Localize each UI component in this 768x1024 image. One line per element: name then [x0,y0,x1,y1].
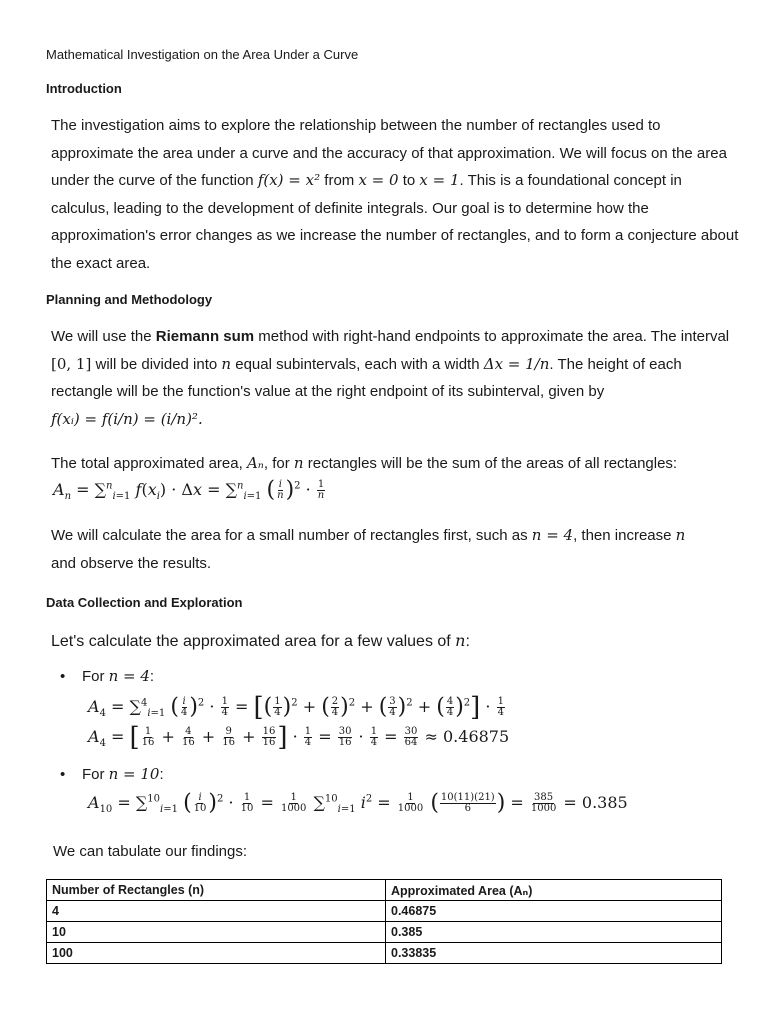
n4-formula-line-2: $A_4$ = [ $\frac{1}{16}$ + $\frac{4}{16}$ + $\frac{9}{16}$ + $\frac{16}{16}$ ] · $\frac{1}{4}$ = $\frac{30}{16}$ · $\frac{1}{4}$ = $\frac{30}{64}$ ≈ 0.46875 [88,722,510,753]
n4-result: ≈ 0.46875 [424,727,510,746]
table-row [47,901,722,922]
n4-formula-line-1: $A_4 = \sum^4_{i=1}$ ( $\frac{i}{4}$ )$^2$ · $\frac{1}{4}$ = [( $\frac{1}{4}$ )$^2$ + ( $\frac{2}{4}$ )$^2$ + ( $\frac{3}{4}$ )$^2$ + ( $\frac{4}{4}$ )$^2$] · $\frac{1}{4}$ [88,692,504,723]
heading-planning: Planning and Methodology [46,292,213,307]
tabulate-text: We can tabulate our findings: [53,843,248,860]
header-number-of-rectangles: Number of Rectangles (n) [47,880,386,901]
table-cell: 0.46875 [386,901,722,922]
heading-introduction: Introduction [46,81,122,96]
height-formula: f(xᵢ) = f(i/n) = (i/n)². [51,409,203,428]
n10-formula: $A_{10} = \sum^{10}_{i=1}$ ( $\frac{i}{10}$ )$^2$ · $\frac{1}{10}$ = $\frac{1}{1000}$ ∑$^{10}_{i=1}$ $i^2$ = $\frac{1}{1000}$ ( $\frac{10(11)(21)}{6}$ ) = $\frac{385}{1000}$ = 0.385 [88,790,628,816]
bullet-marker: • [60,766,66,783]
riemann-sum-formula: $A_n = \sum^n_{i=1}$ $f(x_i) \cdot \Delta x = \sum^n_{i=1}$ ( $\frac{i}{n}$ )$^2$ · $\frac{1}{n}$ [53,477,325,503]
planning-paragraph-2: The total approximated area, Aₙ, for n rectangles will be the sum of the areas of all rectangles: [51,454,678,472]
riemann-sum-term: Riemann sum [155,328,255,345]
table-row [47,922,722,943]
planning-paragraph-1: We will use the Riemann sum method with right-hand endpoints to approximate the area. The interval [0, 1] will be divided into n equal subintervals, each with a width Δx = 1/n. The height of each rectangle will be the function's value at the right endpoint of its subinterval, given by f(xᵢ) = f(i/n) = (i/n)². [51,328,730,428]
bullet-n4: • For n = 4: [60,667,155,685]
table-cell: 100 [47,943,386,964]
heading-data-collection: Data Collection and Exploration [46,595,243,610]
function-expression: f(x) = x² [257,171,321,189]
table-cell: 0.33835 [386,943,722,964]
table-header-row [47,880,722,901]
table-row [47,943,722,964]
introduction-paragraph: The investigation aims to explore the relationship between the number of rectangles used to approximate the area under a curve and the accuracy of that approximation. We will focus on the area under the curve of the function f(x) = x² from x = 0 to x = 1. This is a foundational concept in calculus, leading to the development of definite integrals. Our goal is to determine how the approximation's error changes as we increase the number of rectangles, and to form a conjecture about the exact area. [51,117,739,272]
table-cell: 0.385 [386,922,722,943]
planning-paragraph-3: We will calculate the area for a small number of rectangles first, such as n = 4, then increase n and observe the results. [51,526,686,572]
data-intro: Let's calculate the approximated area for a few values of n: [51,631,470,650]
header-approximated-area: Approximated Area (Aₙ) [386,880,722,901]
results-table [46,879,722,964]
document-title: Mathematical Investigation on the Area Under a Curve [46,47,359,62]
n10-result: = 0.385 [563,793,628,812]
bullet-marker: • [60,668,66,685]
table-cell: 10 [47,922,386,943]
bullet-n10: • For n = 10: [60,765,164,783]
table-cell: 4 [47,901,386,922]
